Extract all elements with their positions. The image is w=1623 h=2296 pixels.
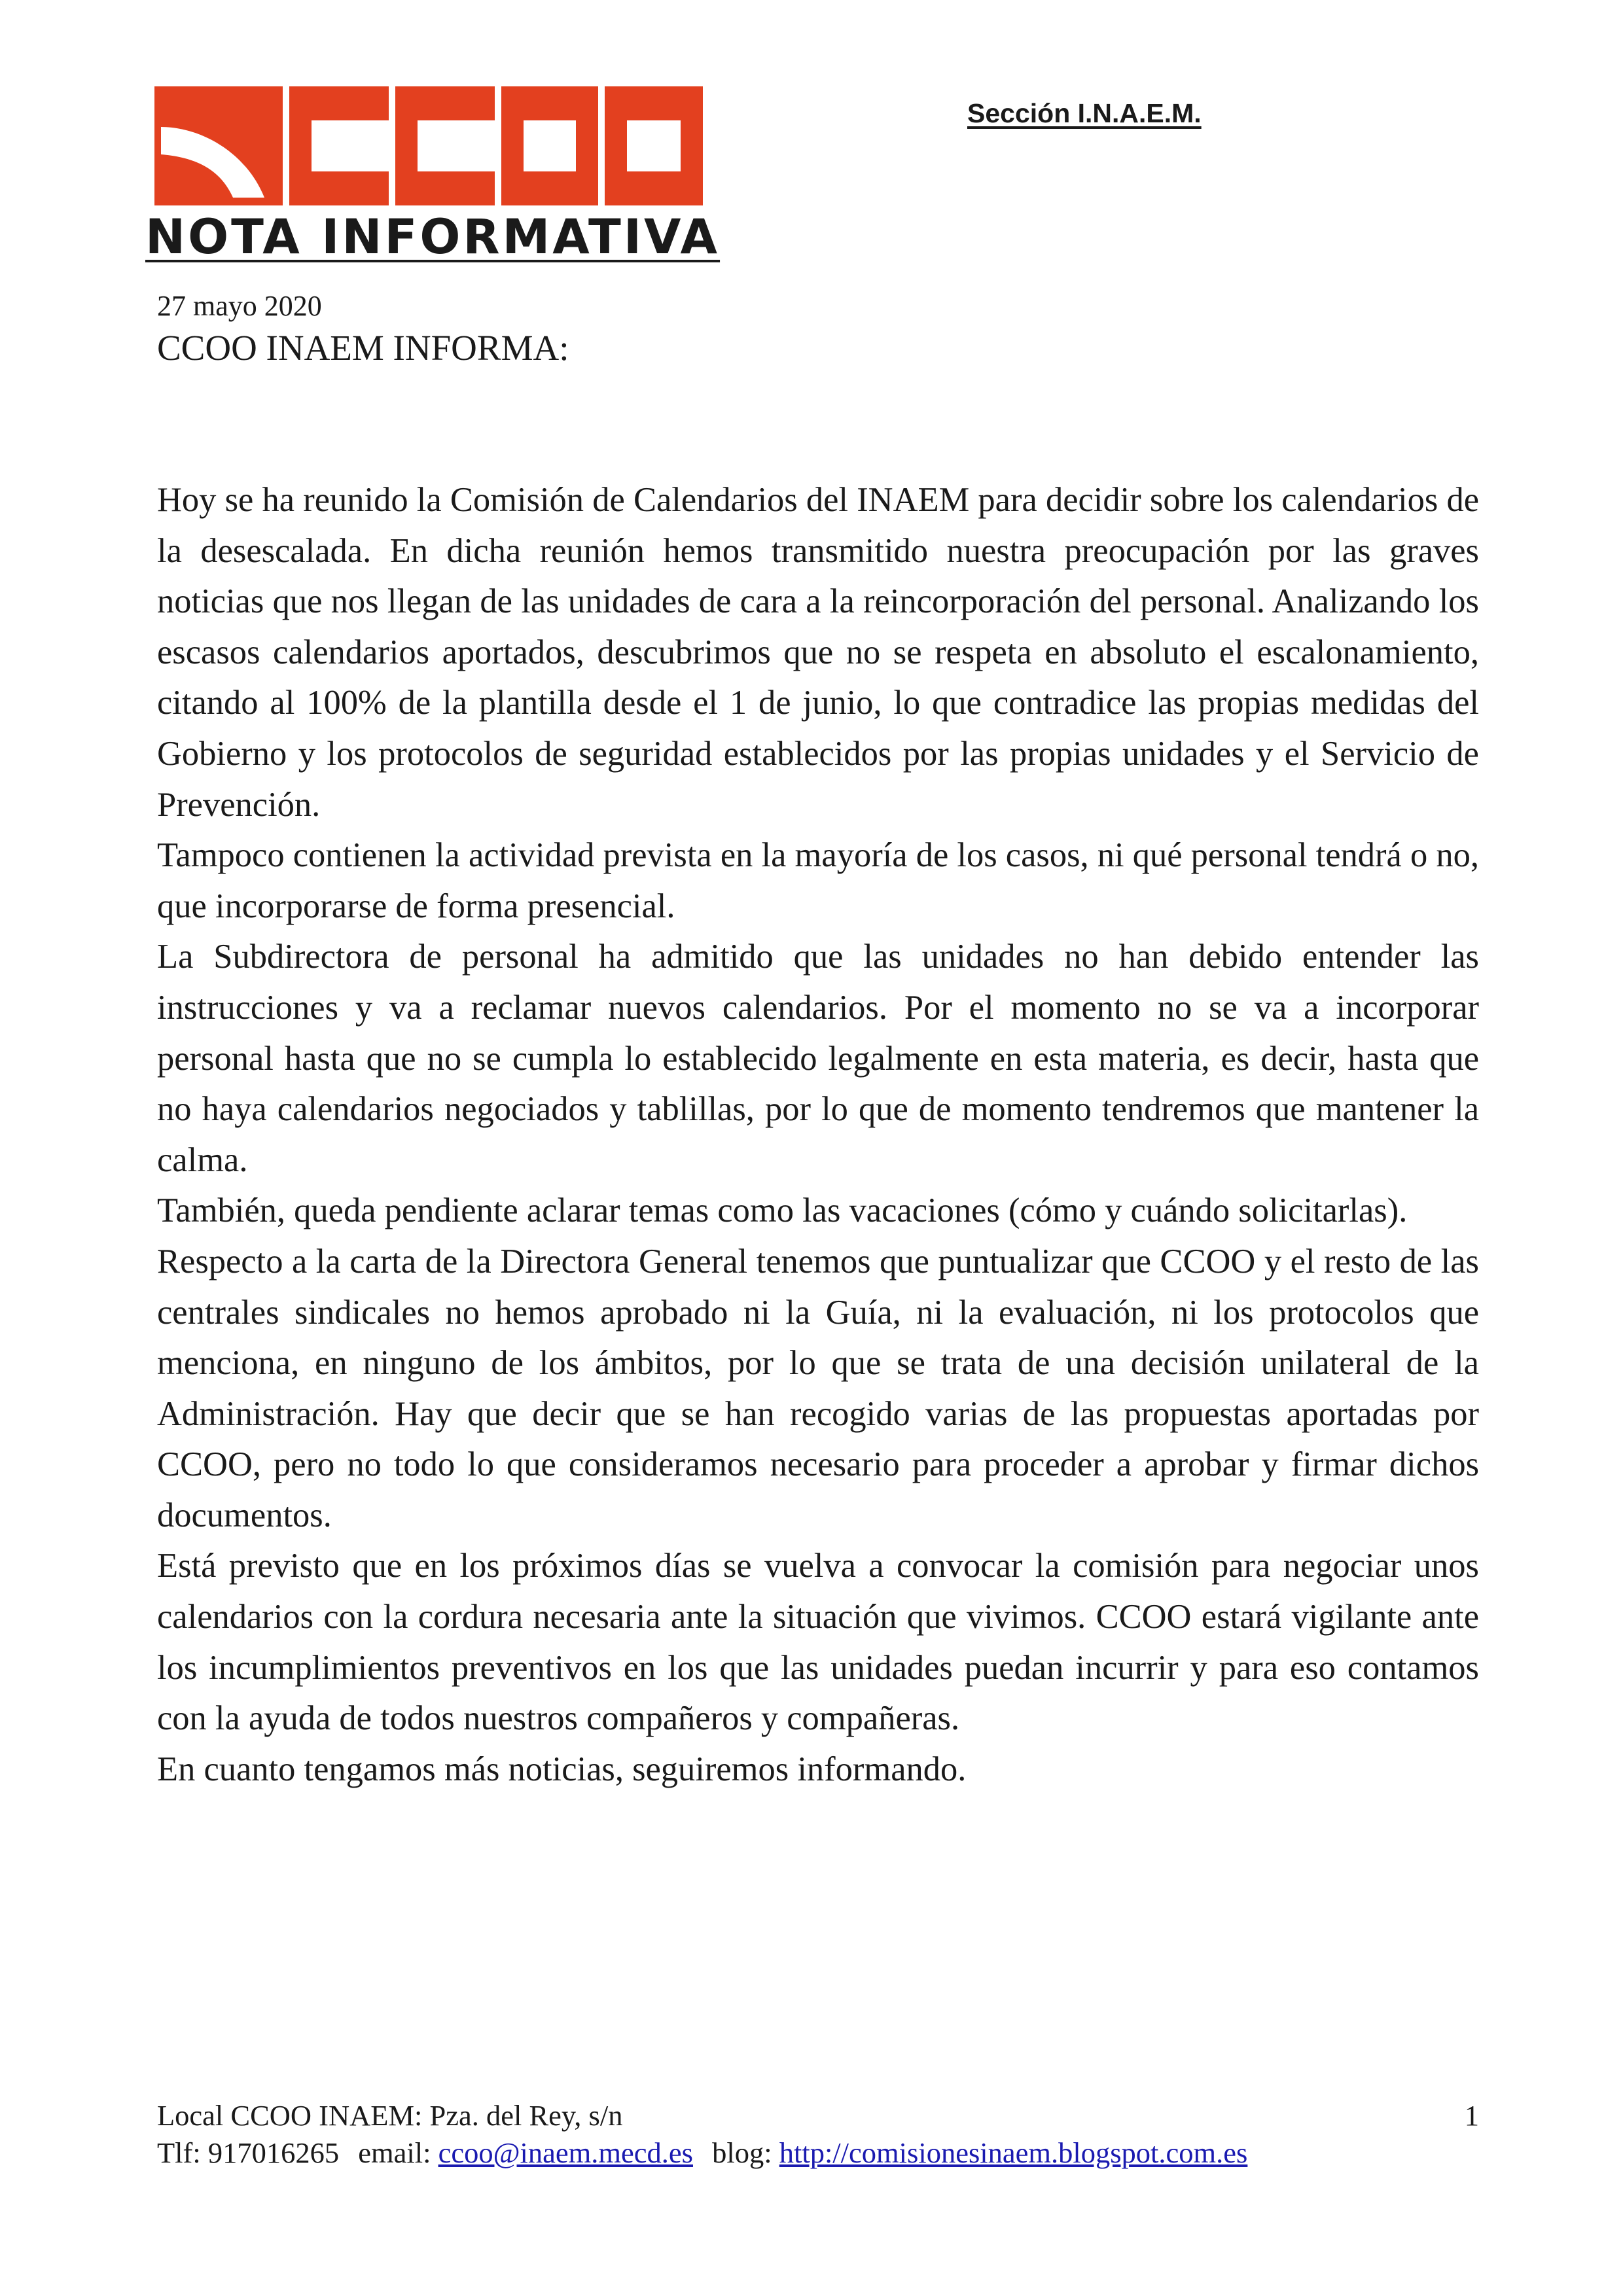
footer-blog-label: blog: xyxy=(712,2136,772,2169)
ccoo-logo xyxy=(154,86,703,205)
paragraph: Está previsto que en los próximos días se vuelva a convocar la comisión para negociar unos calendarios con la cordura necesaria ante la situación que vivimos. CCOO estará vigilante ante los incumplimientos preventivos en los que las unidades puedan incurrir y para eso contamos con la ayuda de todos nuestros compañeros y compañeras. xyxy=(157,1547,1479,1738)
document-date: 27 mayo 2020 xyxy=(157,290,322,322)
footer-email-label: email: xyxy=(358,2136,431,2169)
page-number: 1 xyxy=(1464,2099,1479,2132)
section-label: Sección I.N.A.E.M. xyxy=(967,98,1202,128)
body-text xyxy=(157,475,1479,1795)
footer-address: Local CCOO INAEM: Pza. del Rey, s/n xyxy=(157,2099,623,2132)
paragraph: También, queda pendiente aclarar temas como las vacaciones (cómo y cuándo solicitarlas). xyxy=(157,1192,1408,1230)
footer-address-line xyxy=(157,2097,1479,2134)
paragraph: Respecto a la carta de la Directora General tenemos que puntualizar que CCOO y el resto de las centrales sindicales no hemos aprobado ni la Guía, ni la evaluación, ni los protocolos que menciona, en ninguno de los ámbitos, por lo que se trata de una decisión unilateral de la Administración. Hay que decir que se han recogido varias de las propuestas aportadas por CCOO, pero no todo lo que consideramos necesario para proceder a aprobar y firmar dichos documentos. xyxy=(157,1242,1479,1534)
email-link[interactable]: ccoo@inaem.mecd.es xyxy=(438,2136,693,2169)
footer-phone: Tlf: 917016265 xyxy=(157,2136,340,2169)
document-heading: CCOO INAEM INFORMA: xyxy=(157,328,569,368)
document-title: NOTA INFORMATIVA xyxy=(145,209,721,265)
blog-link[interactable]: http://comisionesinaem.blogspot.com.es xyxy=(779,2136,1248,2169)
paragraph: La Subdirectora de personal ha admitido que las unidades no han debido entender las instrucciones y va a reclamar nuevos calendarios. Por el momento no se va a incorporar personal hasta que no se cumpla lo establecido legalmente en esta materia, es decir, hasta que no haya calendarios negociados y tablillas, por lo que de momento tendremos que mantener la calma. xyxy=(157,938,1479,1179)
page-footer xyxy=(157,2097,1479,2172)
paragraph: En cuanto tengamos más noticias, seguiremos informando. xyxy=(157,1750,967,1788)
paragraph: Hoy se ha reunido la Comisión de Calendarios del INAEM para decidir sobre los calendarios de la desescalada. En dicha reunión hemos transmitido nuestra preocupación por las graves noticias que nos llegan de las unidades de cara a la reincorporación del personal. Analizando los escasos calendarios aportados, descubrimos que no se respeta en absoluto el escalonamiento, citando al 100% de la plantilla desde el 1 de junio, lo que contradice las propias medidas del Gobierno y los protocolos de seguridad establecidos por las propias unidades y el Servicio de Prevención. xyxy=(157,481,1479,824)
footer-contact-line xyxy=(157,2134,1479,2172)
paragraph: Tampoco contienen la actividad prevista en la mayoría de los casos, ni qué personal tendrá o no, que incorporarse de forma presencial. xyxy=(157,836,1479,925)
